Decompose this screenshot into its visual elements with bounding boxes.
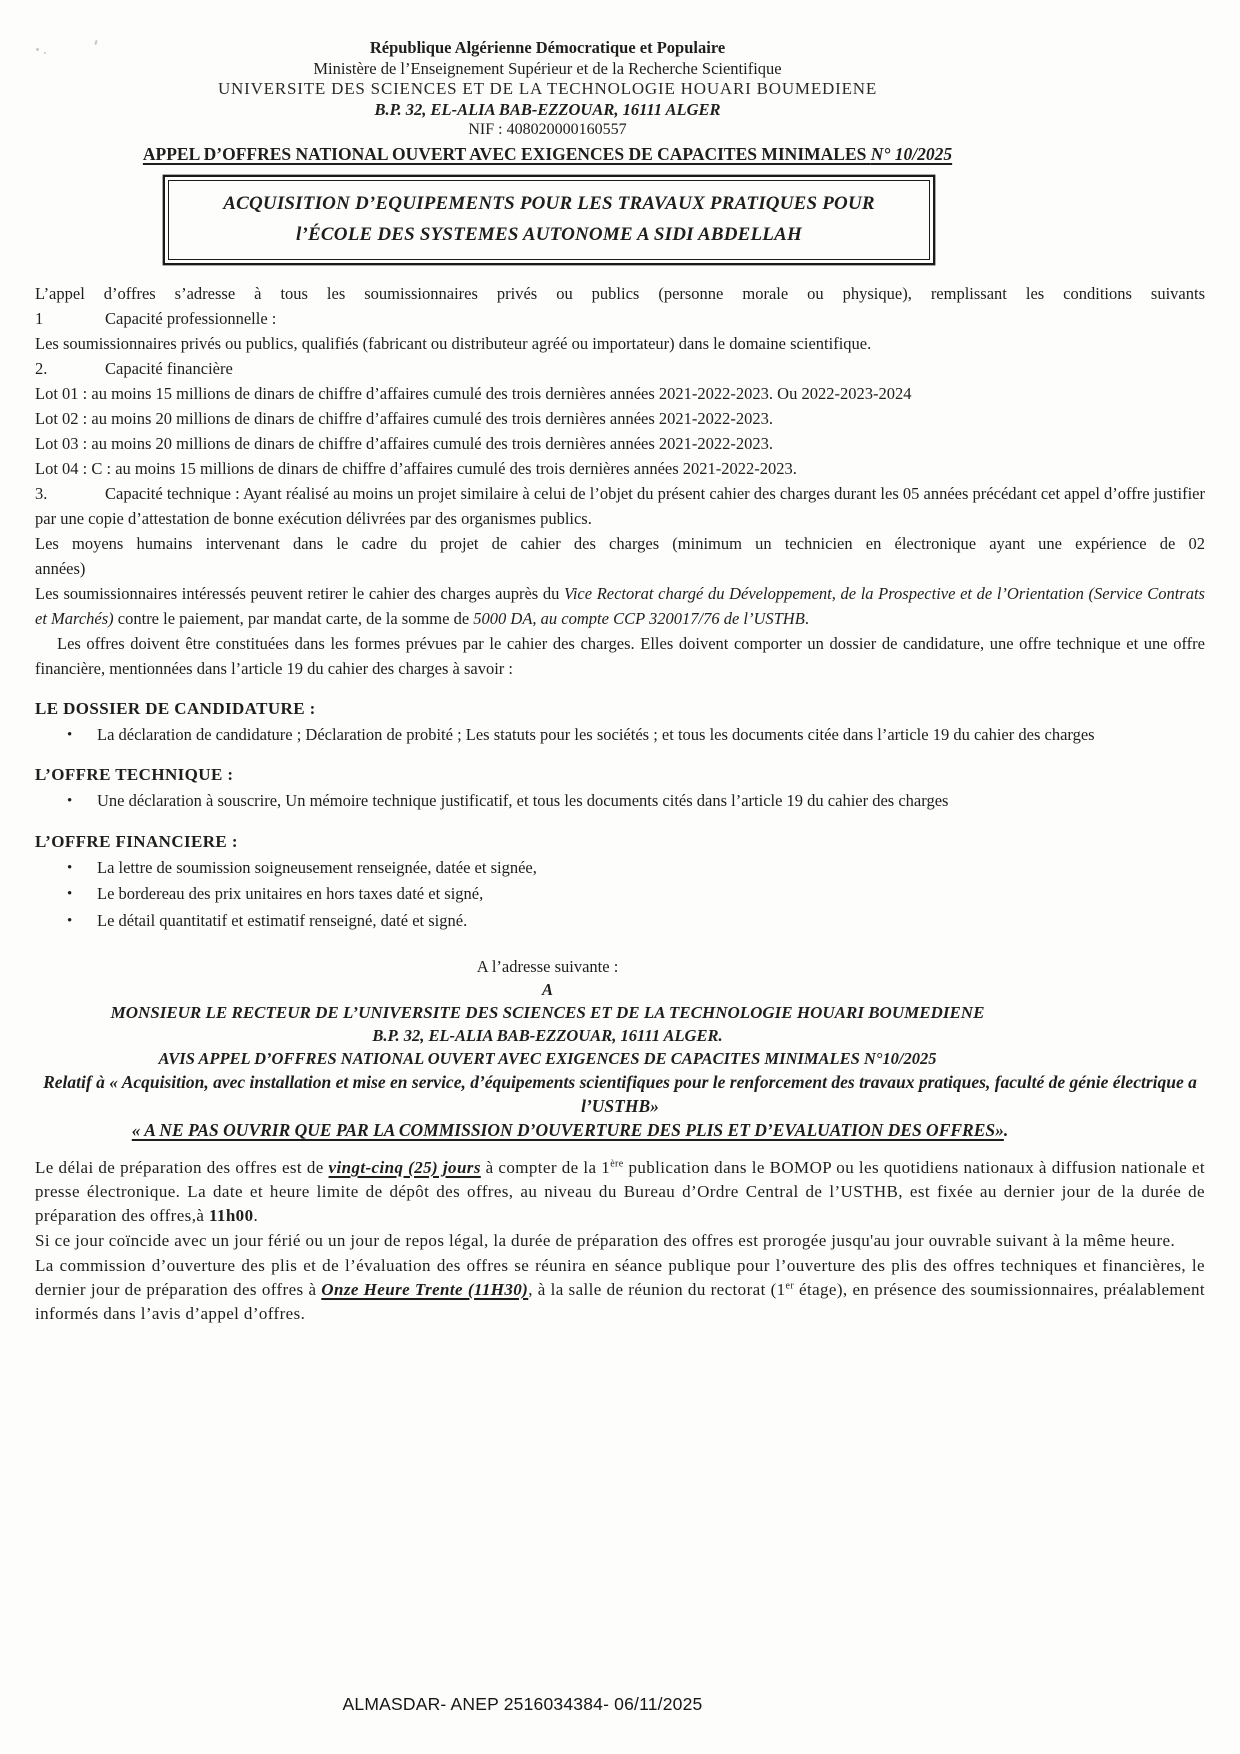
- address-avis: AVIS APPEL D’OFFRES NATIONAL OUVERT AVEC EXIGENCES DE CAPACITES MINIMALES N°10/2025: [158, 1049, 937, 1068]
- item-label: Capacité professionnelle :: [105, 308, 277, 328]
- offre-technique-list: [35, 789, 1205, 814]
- scan-artifact: [44, 52, 46, 54]
- tender-number: N° 10/2025: [870, 143, 953, 164]
- address-intro: A l’adresse suivante :: [476, 957, 619, 976]
- commission-sup: er: [785, 1280, 795, 1292]
- offre-financiere-list: [35, 856, 1205, 934]
- retrait-montant: 5000 DA, au compte CCP 320017/76 de l’USTHB: [473, 608, 805, 628]
- header-address: B.P. 32, EL-ALIA BAB-EZZOUAR, 16111 ALGER: [374, 99, 721, 119]
- item-capacite-technique: [35, 481, 1205, 531]
- paragraph-offres-constitution: Les offres doivent être constituées dans les formes prévues par le cahier des charges. Elles doivent comporter un dossier de candidature, une offre technique et une offre financière, mentionnées dans l’article 19 du cahier des charges à savoir :: [35, 633, 1205, 678]
- item-label: Capacité financière: [105, 358, 233, 378]
- paragraph-retrait-cahier: [35, 581, 1205, 631]
- tender-heading: [35, 143, 1060, 165]
- lot-line: Lot 04 : C : au moins 15 millions de dinars de chiffre d’affaires cumulé des trois dernières années 2021-2022-2023.: [35, 458, 797, 478]
- tender-object-title: ACQUISITION D’EQUIPEMENTS POUR LES TRAVAUX PRATIQUES POUR l’ÉCOLE DES SYSTEMES AUTONOME A SIDI ABDELLAH: [168, 180, 930, 260]
- address-warning: [35, 1119, 1105, 1142]
- address-a: A: [541, 980, 553, 999]
- delai-sup: ère: [610, 1158, 624, 1170]
- header-nif: NIF : 408020000160557: [468, 121, 627, 138]
- address-relatif: Relatif à « Acquisition, avec installation et mise en service, d’équipements scientifiques pour le renforcement des travaux pratiques, faculté de génie électrique a l’USTHB»: [43, 1072, 1197, 1116]
- header-university: UNIVERSITE DES SCIENCES ET DE LA TECHNOLOGIE HOUARI BOUMEDIENE: [217, 79, 878, 98]
- scan-artifact: [36, 48, 39, 51]
- delai-text: publication dans le BOMOP ou les quotidiens nationaux à diffusion nationale et presse électronique. La date et heure limite de dépôt des offres, au niveau du Bureau d’Ordre Central de l’USTHB, est fixée au dernier jour de la durée de préparation des offres,à: [35, 1158, 1205, 1225]
- paragraph-moyens-humains: [35, 531, 1205, 581]
- paragraph-jour-ferie: Si ce jour coïncide avec un jour férié ou un jour de repos légal, la durée de préparation des offres est prorogée jusqu'au jour ouvrable suivant à la même heure.: [35, 1231, 1176, 1250]
- delai-text: .: [253, 1206, 259, 1225]
- paragraph-delai: [35, 1156, 1205, 1228]
- footer-publication-info: ALMASDAR- ANEP 2516034384- 06/11/2025: [342, 1694, 703, 1714]
- address-bp: B.P. 32, EL-ALIA BAB-EZZOUAR, 16111 ALGER.: [372, 1026, 723, 1045]
- retrait-text: Les soumissionnaires intéressés peuvent retirer le cahier des charges auprès du: [35, 583, 564, 603]
- retrait-vice-rectorat: Vice Rectorat chargé du Développement, de la Prospective et de l’Orientation (Service Contrats et Marchés): [35, 583, 1205, 628]
- item-number: 1: [35, 308, 44, 328]
- section-heading-offre-technique: L’OFFRE TECHNIQUE :: [35, 765, 234, 784]
- section-heading-offre-financiere: L’OFFRE FINANCIERE :: [35, 831, 238, 851]
- tender-object-box: [163, 175, 935, 265]
- delai-heure: 11h00: [208, 1206, 254, 1225]
- item-capacite-financiere: [35, 356, 1205, 381]
- paragraph-intro: L’appel d’offres s’adresse à tous les soumissionnaires privés ou publics (personne morale ou physique), remplissant les conditions suivants: [35, 283, 1205, 303]
- header-ministry: Ministère de l’Enseignement Supérieur et de la Recherche Scientifique: [313, 58, 782, 78]
- commission-text: étage), en présence des soumissionnaires, préalablement informés dans l’avis d’appel d’offres.: [35, 1280, 1205, 1323]
- technique-item: • Une déclaration à souscrire, Un mémoire technique justificatif, et tous les documents cités dans l’article 19 du cahier des charges: [35, 789, 1205, 814]
- item-number: 3.: [35, 483, 48, 503]
- retrait-text: contre le paiement, par mandat carte, de la somme de: [113, 608, 474, 628]
- commission-text: , à la salle de réunion du rectorat (1: [528, 1280, 786, 1299]
- financiere-item: • Le bordereau des prix unitaires en hors taxes daté et signé,: [35, 882, 1205, 907]
- lot-line: Lot 02 : au moins 20 millions de dinars de chiffre d’affaires cumulé des trois dernières années 2021-2022-2023.: [35, 408, 774, 428]
- commission-text: La commission d’ouverture des plis et de l’évaluation des offres se réunira en séance publique pour l’ouverture des plis des offres techniques et financières, le dernier jour de préparation des offres à: [35, 1256, 1205, 1299]
- lot-line: Lot 03 : au moins 20 millions de dinars de chiffre d’affaires cumulé des trois dernières années 2021-2022-2023.: [35, 433, 774, 453]
- tender-heading-text: APPEL D’OFFRES NATIONAL OUVERT AVEC EXIGENCES DE CAPACITES MINIMALES: [142, 143, 871, 164]
- lot-line: Lot 01 : au moins 15 millions de dinars de chiffre d’affaires cumulé des trois dernières années 2021-2022-2023. Ou 2022-2023-2024: [35, 383, 912, 403]
- delai-vingt-cinq-jours: vingt-cinq (25) jours: [328, 1158, 481, 1177]
- item-text: Ayant réalisé au moins un projet similaire à celui de l’objet du présent cahier des charges durant les 05 années précédant cet appel d’offre justifier par une copie d’attestation de bonne exécution délivrées par des organismes publics.: [35, 483, 1206, 528]
- financiere-item: • Le détail quantitatif et estimatif renseigné, daté et signé.: [35, 909, 1205, 934]
- header-block: [35, 38, 1060, 141]
- paragraph-soumissionnaires-qualifies: Les soumissionnaires privés ou publics, qualifiés (fabricant ou distributeur agréé ou importateur) dans le domaine scientifique.: [35, 333, 872, 353]
- commission-heure-ouverture: Onze Heure Trente (11H30): [321, 1280, 529, 1299]
- body-text-block: [35, 281, 1205, 681]
- moyens-line-1: Les moyens humains intervenant dans le cadre du projet de cahier des charges (minimum un technicien en électronique ayant une expérience de 02: [35, 533, 1205, 553]
- candidature-item: • La déclaration de candidature ; Déclaration de probité ; Les statuts pour les sociétés ; et tous les documents citée dans l’article 19 du cahier des charges: [35, 723, 1205, 748]
- address-recipient: MONSIEUR LE RECTEUR DE L’UNIVERSITE DES SCIENCES ET DE LA TECHNOLOGIE HOUARI BOUMEDIENE: [110, 1003, 985, 1022]
- closing-block: [35, 1156, 1205, 1326]
- delai-text: à compter de la 1: [480, 1158, 611, 1177]
- moyens-line-2: années): [35, 558, 86, 578]
- item-capacite-professionnelle: [35, 306, 1205, 331]
- financiere-item: • La lettre de soumission soigneusement renseignée, datée et signée,: [35, 856, 1205, 881]
- retrait-text: .: [804, 608, 809, 628]
- delai-text: Le délai de préparation des offres est de: [35, 1158, 329, 1177]
- header-republic: République Algérienne Démocratique et Populaire: [369, 38, 726, 57]
- warning-period: .: [1003, 1120, 1009, 1140]
- paragraph-commission: [35, 1254, 1205, 1326]
- address-block: [35, 955, 1205, 1142]
- item-number: 2.: [35, 358, 48, 378]
- warning-text: « A NE PAS OUVRIR QUE PAR LA COMMISSION D’OUVERTURE DES PLIS ET D’EVALUATION DES OFFRES»: [131, 1120, 1004, 1140]
- dossier-candidature-list: [35, 723, 1205, 748]
- section-heading-dossier-candidature: LE DOSSIER DE CANDIDATURE :: [35, 698, 316, 718]
- item-label: Capacité technique :: [105, 483, 240, 503]
